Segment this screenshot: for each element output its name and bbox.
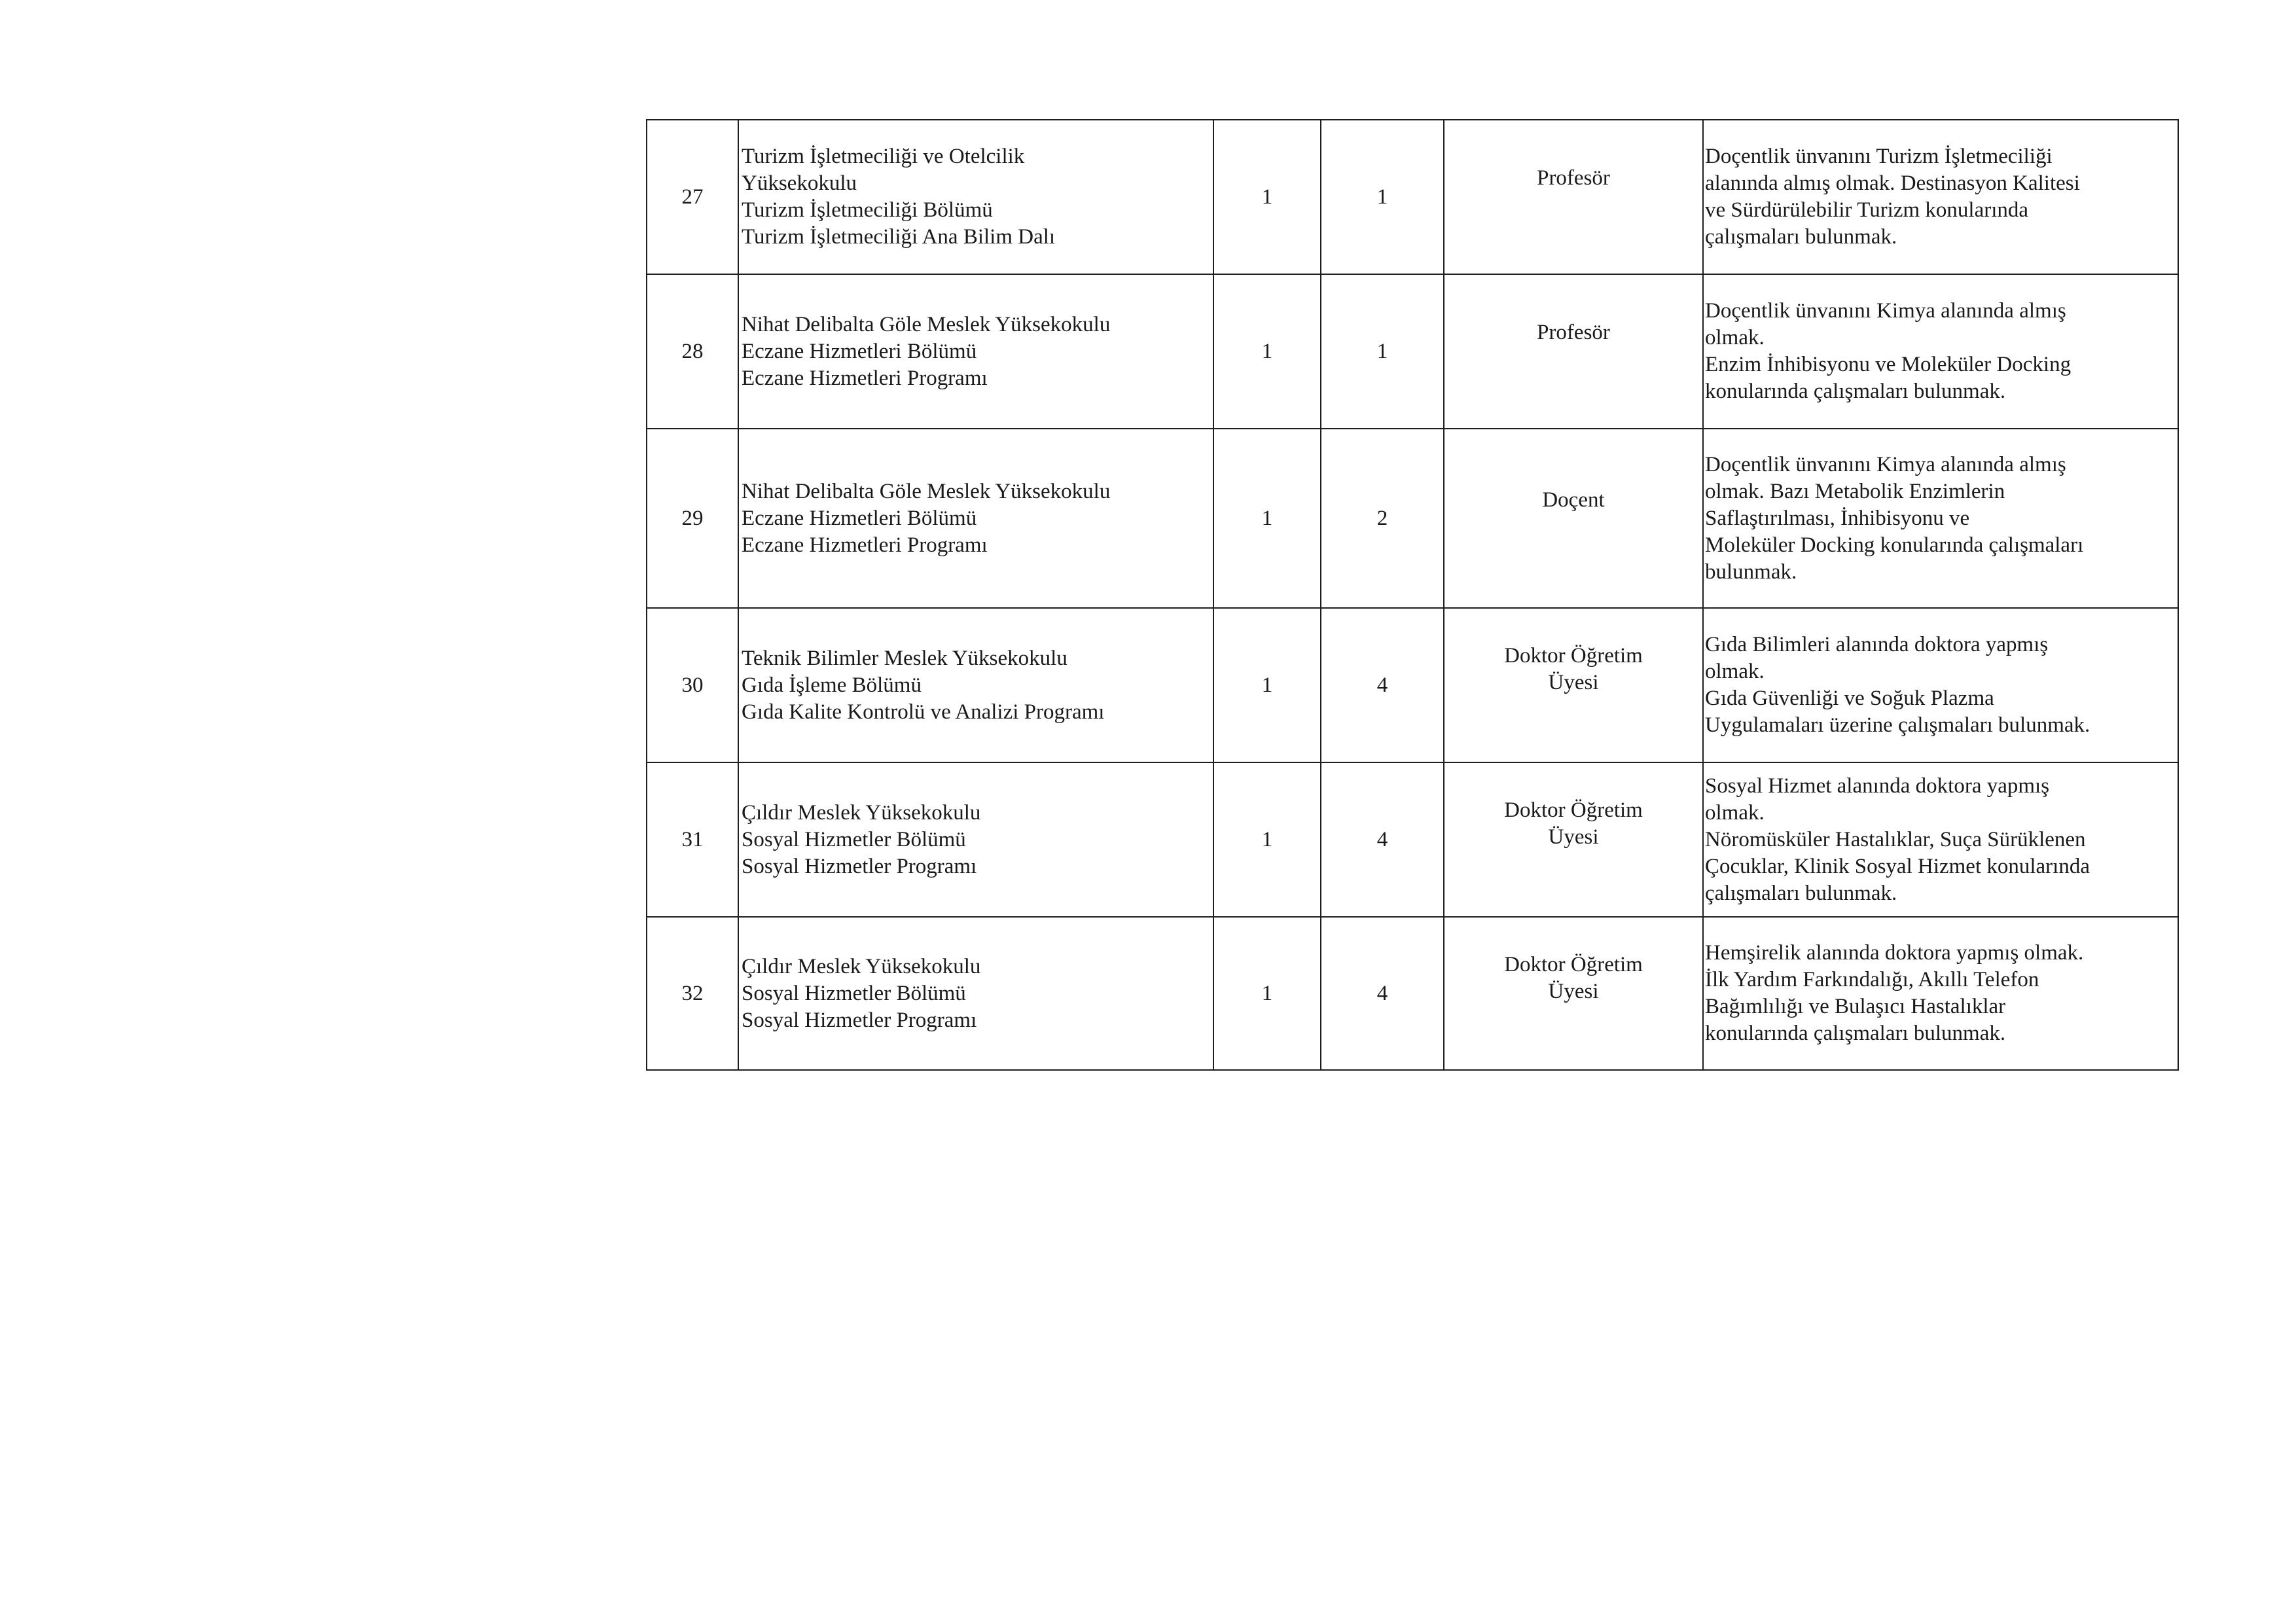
unit-line: Gıda Kalite Kontrolü ve Analizi Programı [742,700,1105,724]
unit-line: Nihat Delibalta Göle Meslek Yüksekokulu [742,479,1111,503]
unit-line: Turizm İşletmeciliği Bölümü [742,198,993,222]
unit-line: Eczane Hizmetleri Programı [742,533,988,557]
requirement-line: konularında çalışmaları bulunmak. [1705,380,2006,403]
table-row [647,429,2178,608]
title-cell [1444,762,1703,917]
title-line: Üyesi [1548,825,1599,849]
title-cell [1444,429,1703,608]
unit-line: Sosyal Hizmetler Programı [742,1008,977,1032]
count-b-cell: 1 [1321,120,1444,274]
row-number-cell: 32 [647,917,738,1070]
count-b-cell: 4 [1321,762,1444,917]
unit-cell [738,274,1213,429]
unit-line: Turizm İşletmeciliği Ana Bilim Dalı [742,225,1056,249]
requirement-line: İlk Yardım Farkındalığı, Akıllı Telefon [1705,968,2039,991]
unit-line: Çıldır Meslek Yüksekokulu [742,800,981,825]
requirement-line: olmak. [1705,800,1765,825]
unit-cell [738,429,1213,608]
title-line: Doktor Öğretim [1504,644,1643,668]
unit-line: Turizm İşletmeciliği ve Otelcilik [742,145,1025,168]
requirement-cell [1703,917,2178,1070]
title-line: Doktor Öğretim [1504,798,1643,822]
requirement-line: çalışmaları bulunmak. [1705,881,1897,905]
requirement-line: Uygulamaları üzerine çalışmaları bulunmak. [1705,713,2090,737]
title-cell [1444,917,1703,1070]
unit-line: Sosyal Hizmetler Bölümü [742,827,966,851]
unit-line: Yüksekokulu [742,171,857,195]
count-a-cell: 1 [1213,762,1321,917]
row-number-cell: 29 [647,429,738,608]
requirement-line: Saflaştırılması, İnhibisyonu ve [1705,506,1970,530]
requirement-line: Doçentlik ünvanını Turizm İşletmeciliği [1705,145,2053,168]
requirement-line: Moleküler Docking konularında çalışmaları [1705,533,2084,557]
requirement-cell [1703,608,2178,762]
requirement-cell [1703,762,2178,917]
count-b-cell: 2 [1321,429,1444,608]
requirement-line: Doçentlik ünvanını Kimya alanında almış [1705,452,2066,476]
count-b-cell: 4 [1321,608,1444,762]
requirement-line: Hemşirelik alanında doktora yapmış olmak. [1705,941,2084,965]
table-row [647,274,2178,429]
requirement-line: Gıda Bilimleri alanında doktora yapmış [1705,633,2049,656]
table-row [647,762,2178,917]
requirement-line: ve Sürdürülebilir Turizm konularında [1705,198,2029,222]
unit-line: Çıldır Meslek Yüksekokulu [742,954,981,978]
requirement-line: alanında almış olmak. Destinasyon Kalitesi [1705,171,2080,195]
unit-line: Sosyal Hizmetler Bölümü [742,981,966,1005]
requirement-line: Çocuklar, Klinik Sosyal Hizmet konularında [1705,854,2090,878]
unit-line: Sosyal Hizmetler Programı [742,854,977,878]
requirement-line: olmak. Bazı Metabolik Enzimlerin [1705,479,2005,503]
count-b-cell: 1 [1321,274,1444,429]
requirement-line: Bağımlılığı ve Bulaşıcı Hastalıklar [1705,995,2006,1018]
unit-cell [738,917,1213,1070]
count-a-cell: 1 [1213,120,1321,274]
unit-line: Gıda İşleme Bölümü [742,673,922,697]
unit-line: Eczane Hizmetleri Bölümü [742,506,977,530]
requirement-line: çalışmaları bulunmak. [1705,225,1897,249]
requirement-line: Gıda Güvenliği ve Soğuk Plazma [1705,687,1994,710]
table-body [647,120,2178,1070]
requirement-cell [1703,429,2178,608]
title-cell [1444,274,1703,429]
requirement-line: bulunmak. [1705,560,1797,584]
positions-table [646,119,2179,1071]
count-a-cell: 1 [1213,274,1321,429]
requirement-cell [1703,274,2178,429]
requirement-line: Enzim İnhibisyonu ve Moleküler Docking [1705,353,2072,376]
count-a-cell: 1 [1213,917,1321,1070]
unit-cell [738,762,1213,917]
requirement-cell [1703,120,2178,274]
count-a-cell: 1 [1213,429,1321,608]
title-line: Üyesi [1548,671,1599,694]
title-line: Doktor Öğretim [1504,953,1643,976]
unit-line: Eczane Hizmetleri Programı [742,366,988,390]
requirement-line: Doçentlik ünvanını Kimya alanında almış [1705,299,2066,323]
row-number-cell: 30 [647,608,738,762]
unit-cell [738,608,1213,762]
title-line: Üyesi [1548,980,1599,1003]
requirement-line: konularında çalışmaları bulunmak. [1705,1022,2006,1045]
requirement-line: Nöromüsküler Hastalıklar, Suça Sürüklenen [1705,827,2086,851]
title-cell [1444,608,1703,762]
title-cell [1444,120,1703,274]
count-a-cell: 1 [1213,608,1321,762]
title-line: Doçent [1542,488,1605,512]
table-row [647,608,2178,762]
title-line: Profesör [1537,321,1610,344]
requirement-line: olmak. [1705,660,1765,683]
unit-line: Nihat Delibalta Göle Meslek Yüksekokulu [742,312,1111,336]
table-row [647,917,2178,1070]
count-b-cell: 4 [1321,917,1444,1070]
unit-line: Eczane Hizmetleri Bölümü [742,339,977,363]
row-number-cell: 27 [647,120,738,274]
unit-cell [738,120,1213,274]
row-number-cell: 28 [647,274,738,429]
title-line: Profesör [1537,166,1610,190]
requirement-line: olmak. [1705,326,1765,349]
row-number-cell: 31 [647,762,738,917]
unit-line: Teknik Bilimler Meslek Yüksekokulu [742,646,1067,670]
table-row [647,120,2178,274]
requirement-line: Sosyal Hizmet alanında doktora yapmış [1705,774,2050,798]
